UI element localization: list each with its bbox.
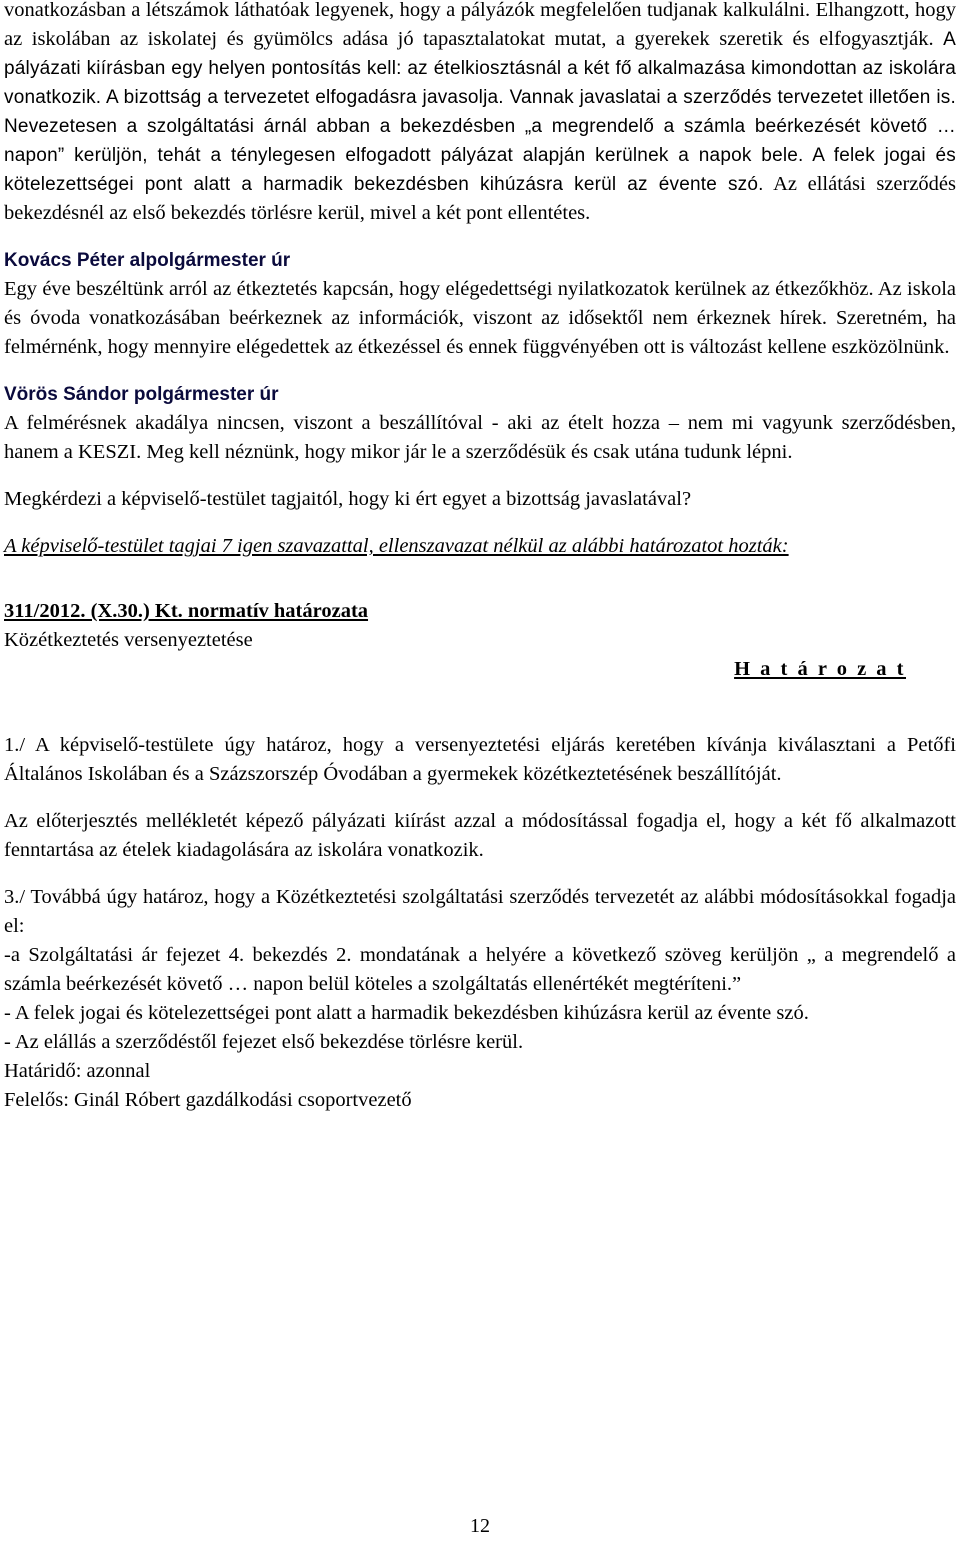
text-segment-sans: A pályázati kiírásban egy helyen pontosítás kell: az ételkiosztásnál a két fő alkalmazása kimondottan az iskolára vonatkozik. A bizottság a tervezetet elfogadásra javasolja. Vannak javaslatai a szerződés tervezetet illetően is. Nevezetesen a szolgáltatási árnál abban a bekezdésben „a megrendelő a számla beérkezését követő … napon” kerüljön, tehát a ténylegesen elfogadott pályázat alapján kerülnek a napok bele. A felek jogai és kötelezettségei pont alatt a harmadik bekezdésben kihúzásra kerül az évente szó. xyxy=(4,29,957,195)
speaker-name: Vörös Sándor polgármester úr xyxy=(4,384,279,405)
resolution-modification-1: -a Szolgáltatási ár fejezet 4. bekezdés 2. mondatának a helyére a következő szöveg kerüljön „ a megrendelő a számla beérkezését követő … napon belül köteles a szolgáltatás ellenértékét megtéríteni.” xyxy=(4,944,956,995)
resolution-heading-row xyxy=(4,655,956,684)
resolution-deadline: Határidő: azonnal xyxy=(4,1060,151,1082)
document-page xyxy=(4,0,956,1115)
resolution-item-3: 3./ Továbbá úgy határoz, hogy a Közétkeztetési szolgáltatási szerződés tervezetét az alábbi módosításokkal fogadja el: xyxy=(4,886,956,937)
speaker-statement: Egy éve beszéltünk arról az étkeztetés kapcsán, hogy elégedettségi nyilatkozatok kerülnek az étkezőkhöz. Az iskola és óvoda vonatkozásában beérkeznek az információk, viszont az idősektől nem érkeznek hírek. Szeretném, ha felmérnénk, hogy mennyire elégedettek az étkezéssel és ennek függvényében ott is változást kellene eszközölnünk. xyxy=(4,278,956,358)
vote-result: A képviselő-testület tagjai 7 igen szavazattal, ellenszavazat nélkül az alábbi határozatot hozták: xyxy=(4,535,789,557)
resolution-modification-3: - Az elállás a szerződéstől fejezet első bekezdése törlésre kerül. xyxy=(4,1031,524,1053)
vote-question: Megkérdezi a képviselő-testület tagjaitól, hogy ki ért egyet a bizottság javaslatával? xyxy=(4,488,692,510)
resolution-item-2: Az előterjesztés mellékletét képező pályázati kiírást azzal a módosítással fogadja el, hogy a két fő alkalmazott fenntartása az ételek kiadagolására az iskolára vonatkozik. xyxy=(4,810,956,861)
text-segment: vonatkozásban a létszámok láthatóak legyenek, hogy a pályázók megfelelően tudjanak kalkulálni. Elhangzott, hogy az iskolában az iskolatej és gyümölcs adása jó tapasztalatokat mutat, a gyerekek szeretik és elfogyasztják. xyxy=(4,0,956,50)
resolution-modification-2: - A felek jogai és kötelezettségei pont alatt a harmadik bekezdésben kihúzásra kerül az évente szó. xyxy=(4,1002,809,1024)
resolution-number: 311/2012. (X.30.) Kt. normatív határozata xyxy=(4,600,369,622)
resolution-heading: H a t á r o z a t xyxy=(734,658,906,680)
page-number: 12 xyxy=(470,1515,490,1537)
resolution-responsible: Felelős: Ginál Róbert gazdálkodási csoportvezető xyxy=(4,1089,412,1111)
resolution-subject: Közétkeztetés versenyeztetése xyxy=(4,629,253,651)
paragraph-committee-report xyxy=(4,0,956,228)
resolution-item-1: 1./ A képviselő-testülete úgy határoz, hogy a versenyeztetési eljárás keretében kívánja kiválasztani a Petőfi Általános Iskolában és a Százszorszép Óvodában a gyermekek közétkeztetésének beszállítóját. xyxy=(4,734,956,785)
text-segment: Az ellátási szerződés bekezdésnél az első bekezdés törlésre kerül, mivel a két pont ellentétes. xyxy=(4,173,956,224)
speaker-statement: A felmérésnek akadálya nincsen, viszont a beszállítóval - aki az ételt hozza – nem mi vagyunk szerződésben, hanem a KESZI. Meg kell néznünk, hogy mikor jár le a szerződésük és csak utána tudunk lépni. xyxy=(4,412,956,463)
speaker-name: Kovács Péter alpolgármester úr xyxy=(4,250,291,271)
